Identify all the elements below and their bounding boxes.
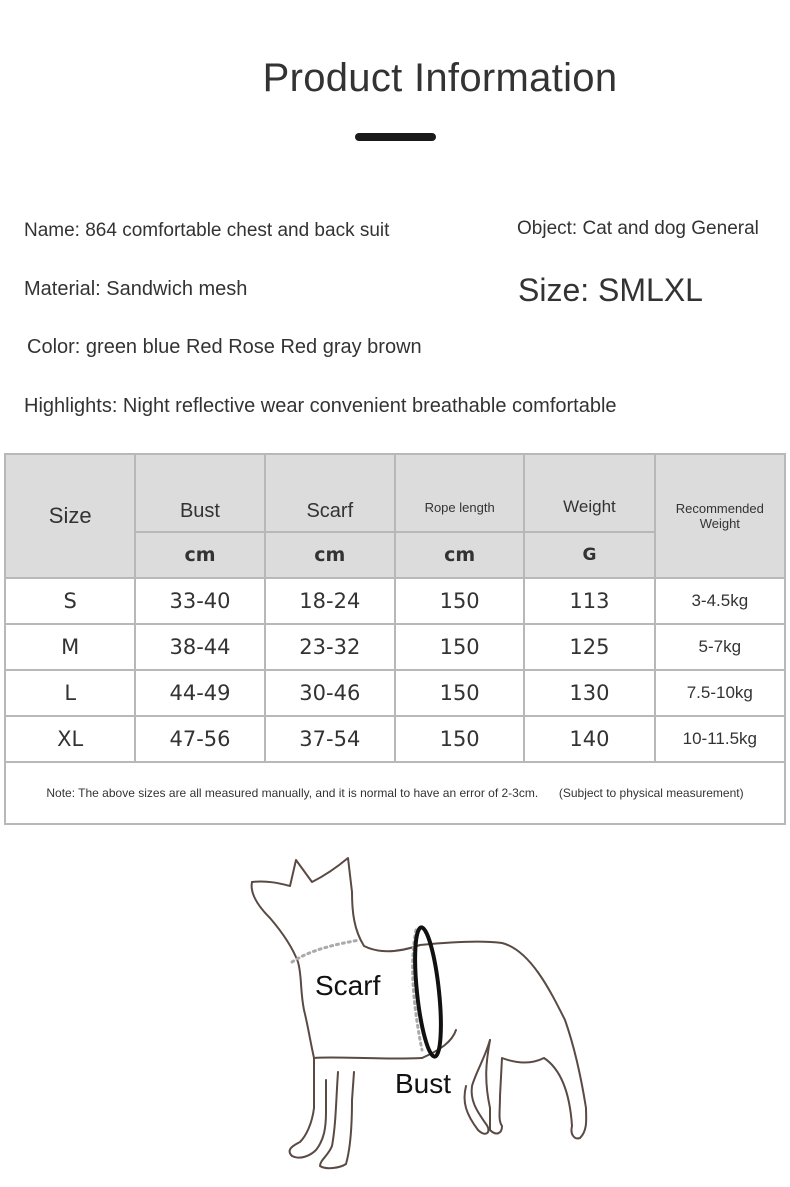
table-row <box>5 670 785 716</box>
info-object: Object: Cat and dog General <box>517 218 759 239</box>
cell-bust: 38-44 <box>135 624 264 670</box>
info-size: Size: SMLXL <box>518 272 703 308</box>
cell-rope: 150 <box>395 716 524 762</box>
unit-rope: cm <box>395 532 524 578</box>
cell-rope: 150 <box>395 578 524 624</box>
cell-weight: 130 <box>524 670 654 716</box>
note-suffix: (Subject to physical measurement) <box>558 786 744 800</box>
cell-size: L <box>5 670 135 716</box>
table-note <box>5 762 785 824</box>
header-bust: Bust <box>135 454 264 532</box>
unit-weight: G <box>524 532 654 578</box>
title-underline <box>355 133 436 141</box>
cell-recommended: 10-11.5kg <box>655 716 785 762</box>
cell-scarf: 18-24 <box>265 578 395 624</box>
cell-size: M <box>5 624 135 670</box>
table-row <box>5 716 785 762</box>
note-text: Note: The above sizes are all measured manually, and it is normal to have an error of 2-3cm. <box>46 786 539 800</box>
scarf-line <box>292 940 360 962</box>
cell-size: XL <box>5 716 135 762</box>
cell-weight: 113 <box>524 578 654 624</box>
cell-scarf: 23-32 <box>265 624 395 670</box>
unit-scarf: cm <box>265 532 395 578</box>
table-row <box>5 578 785 624</box>
page-title: Product Information <box>262 56 618 100</box>
cell-bust: 33-40 <box>135 578 264 624</box>
info-material: Material: Sandwich mesh <box>24 278 248 300</box>
header-size: Size <box>5 454 135 578</box>
cell-rope: 150 <box>395 624 524 670</box>
cell-recommended: 5-7kg <box>655 624 785 670</box>
unit-bust: cm <box>135 532 264 578</box>
cell-recommended: 3-4.5kg <box>655 578 785 624</box>
table-row <box>5 624 785 670</box>
cell-rope: 150 <box>395 670 524 716</box>
header-recommended-weight: Recommended Weight <box>655 454 785 578</box>
cell-scarf: 30-46 <box>265 670 395 716</box>
header-rope-length: Rope length <box>395 454 524 532</box>
cell-recommended: 7.5-10kg <box>655 670 785 716</box>
bust-label: Bust <box>395 1068 452 1099</box>
cell-weight: 125 <box>524 624 654 670</box>
info-highlights: Highlights: Night reflective wear convenient breathable comfortable <box>24 395 617 417</box>
header-weight: Weight <box>524 454 654 532</box>
dog-measurement-diagram <box>240 850 600 1185</box>
cell-bust: 44-49 <box>135 670 264 716</box>
info-color: Color: green blue Red Rose Red gray brown <box>27 336 422 358</box>
cell-weight: 140 <box>524 716 654 762</box>
bust-band <box>410 926 445 1058</box>
size-table <box>4 453 786 825</box>
info-name: Name: 864 comfortable chest and back suit <box>24 220 390 241</box>
cell-scarf: 37-54 <box>265 716 395 762</box>
header-scarf: Scarf <box>265 454 395 532</box>
scarf-label: Scarf <box>315 970 381 1001</box>
dog-outline-icon <box>240 850 600 1180</box>
cell-size: S <box>5 578 135 624</box>
cell-bust: 47-56 <box>135 716 264 762</box>
